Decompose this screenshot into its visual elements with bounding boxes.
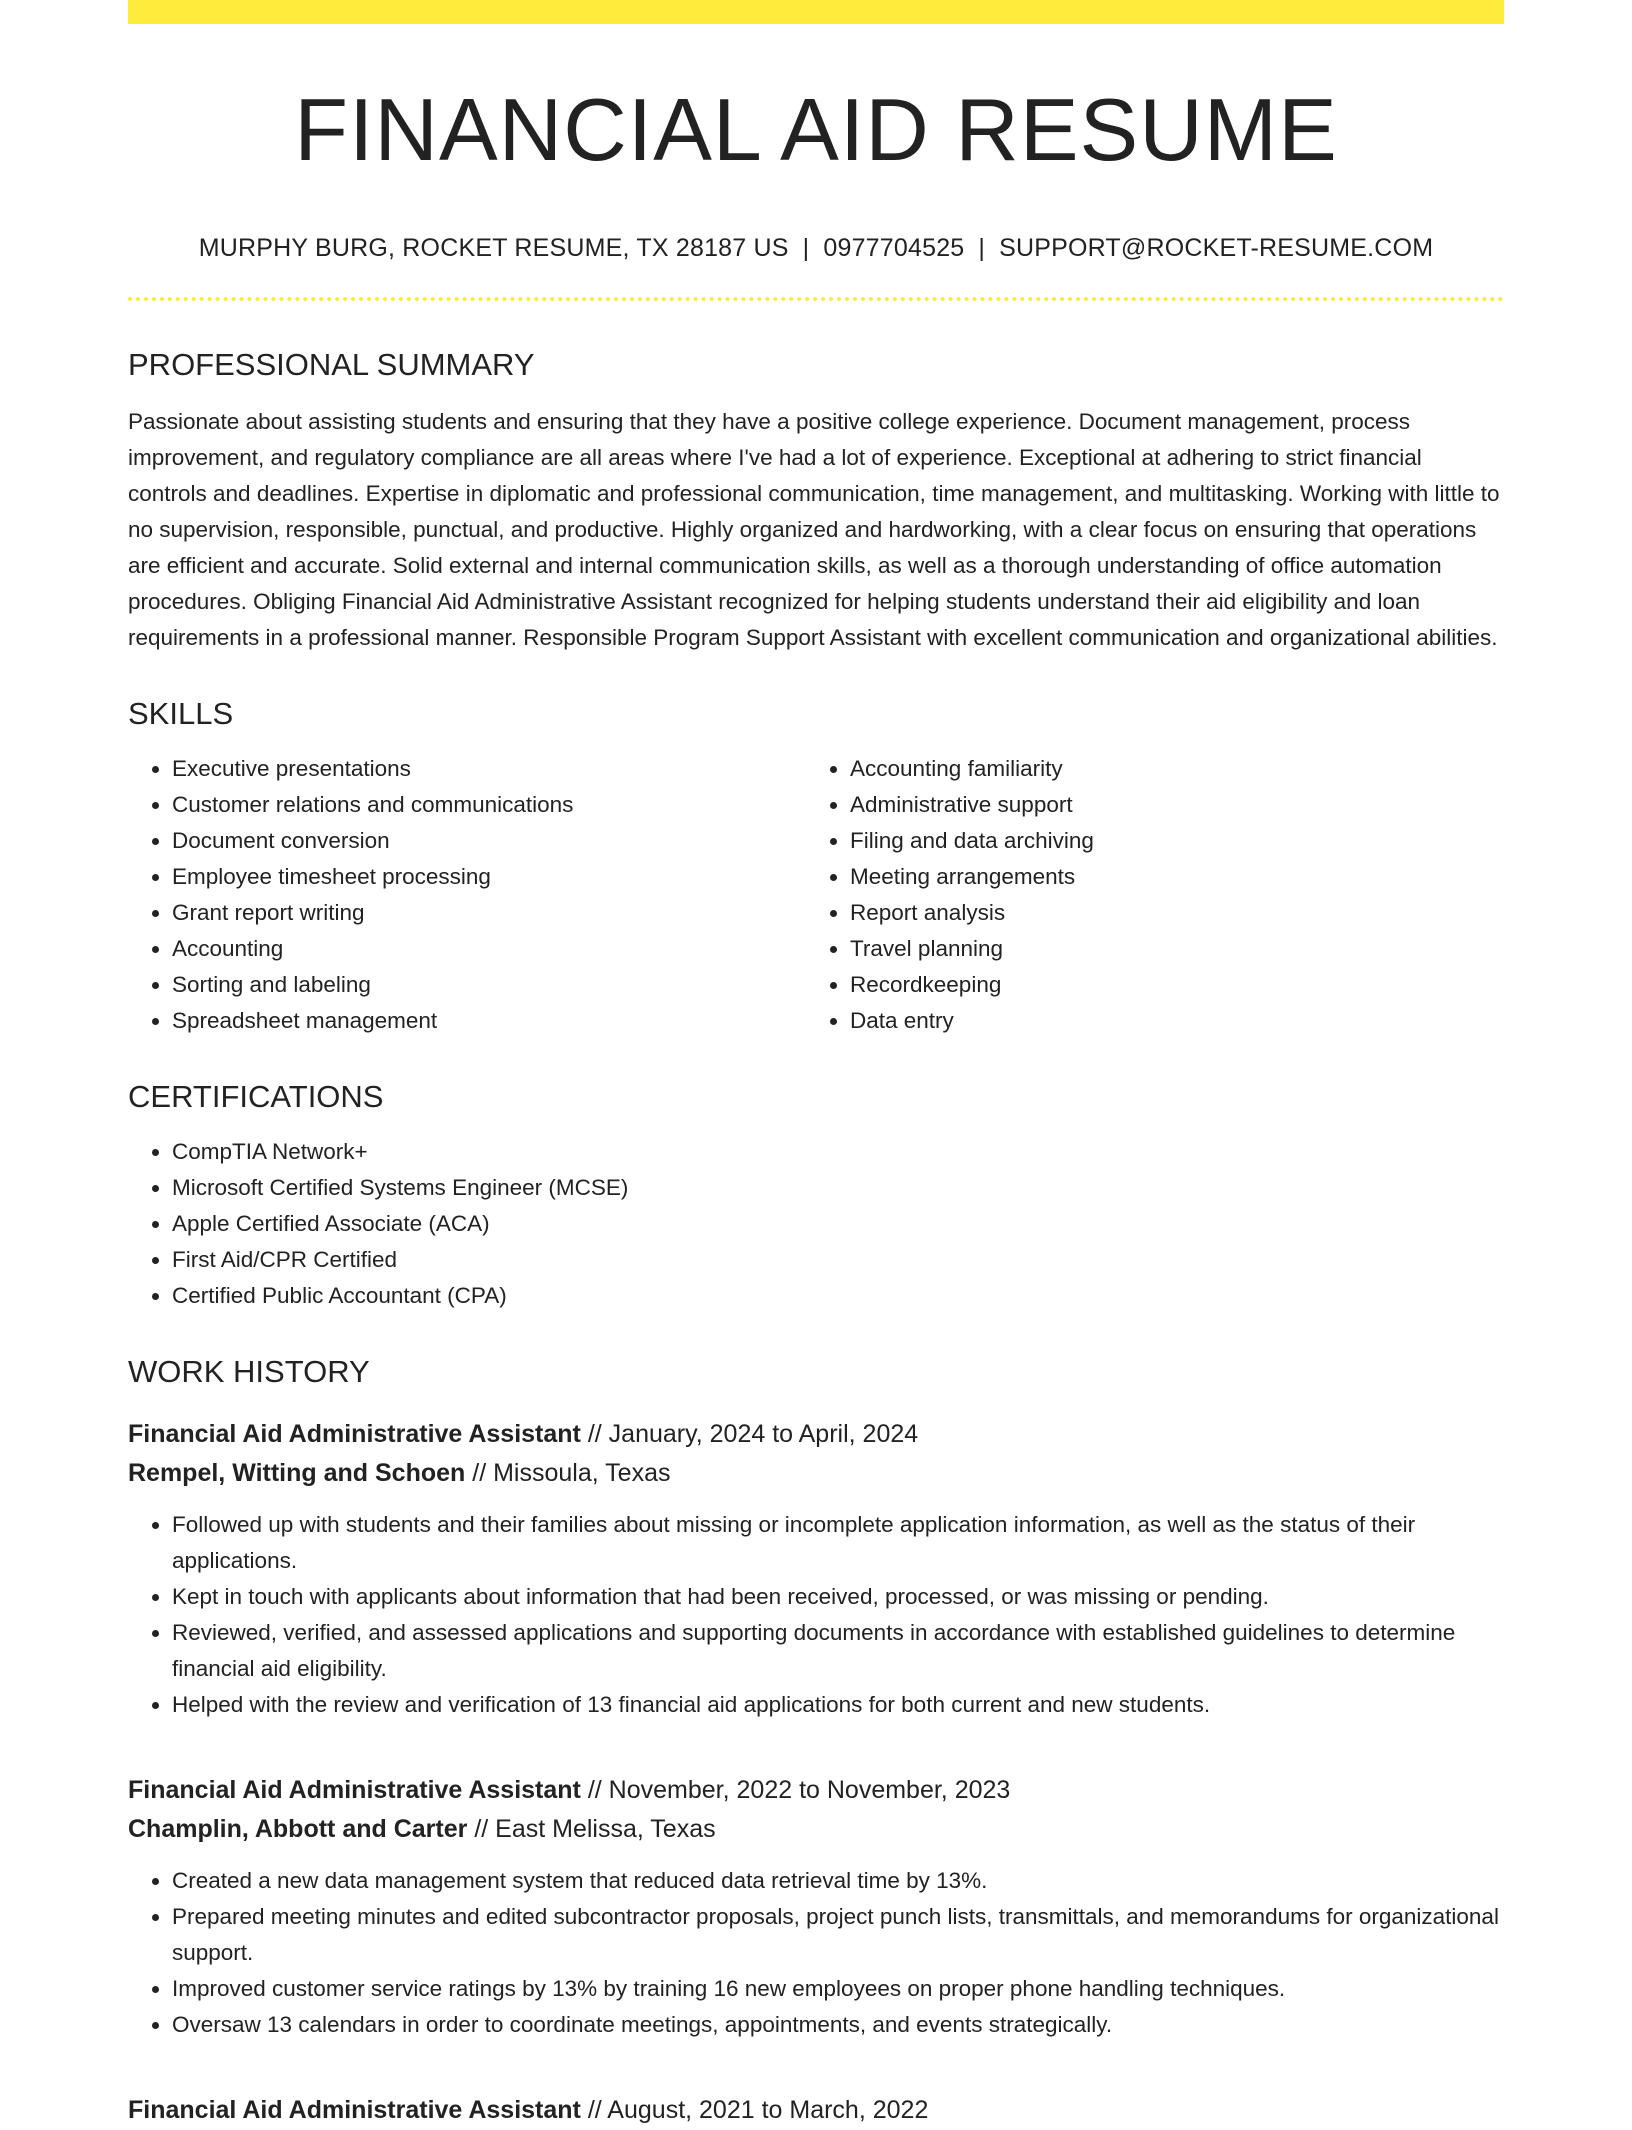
certification-item: • Apple Certified Associate (ACA) — [172, 1206, 1504, 1242]
job-entry — [128, 1415, 1504, 1723]
skill-item: • Filing and data archiving — [850, 823, 1484, 859]
certification-item: • First Aid/CPR Certified — [172, 1242, 1504, 1278]
job-title-line — [128, 2091, 1504, 2130]
dotted-divider — [128, 297, 1504, 301]
skills-column-right — [806, 751, 1484, 1039]
skill-item: • Accounting familiarity — [850, 751, 1484, 787]
contact-separator: | — [802, 234, 810, 262]
job-bullets — [128, 1507, 1504, 1723]
job-bullet: • Followed up with students and their families about missing or incomplete application information, as well as the status of their applications. — [172, 1507, 1504, 1579]
job-entry — [128, 2091, 1504, 2130]
job-bullet: • Oversaw 13 calendars in order to coordinate meetings, appointments, and events strategically. — [172, 2007, 1504, 2043]
job-dates: // August, 2021 to March, 2022 — [587, 2096, 929, 2124]
skill-item: • Sorting and labeling — [172, 967, 806, 1003]
skills-column-left — [128, 751, 806, 1039]
job-dates: // January, 2024 to April, 2024 — [587, 1420, 919, 1448]
resume-page — [128, 0, 1504, 2130]
job-bullet: • Kept in touch with applicants about information that had been received, processed, or was missing or pending. — [172, 1579, 1504, 1615]
job-company-line — [128, 1810, 1504, 1849]
job-title: Financial Aid Administrative Assistant — [128, 1420, 581, 1448]
job-bullet: • Created a new data management system that reduced data retrieval time by 13%. — [172, 1863, 1504, 1899]
job-bullet: • Prepared meeting minutes and edited subcontractor proposals, project punch lists, transmittals, and memorandums for organizational support. — [172, 1899, 1504, 1971]
job-bullet: • Reviewed, verified, and assessed applications and supporting documents in accordance with established guidelines to determine financial aid eligibility. — [172, 1615, 1504, 1687]
job-location: // East Melissa, Texas — [474, 1815, 716, 1843]
header-accent-bar — [128, 0, 1504, 24]
skill-item: • Grant report writing — [172, 895, 806, 931]
skill-item: • Administrative support — [850, 787, 1484, 823]
skill-item: • Accounting — [172, 931, 806, 967]
skill-item: • Spreadsheet management — [172, 1003, 806, 1039]
job-bullets — [128, 1863, 1504, 2043]
job-entry — [128, 1771, 1504, 2043]
job-title: Financial Aid Administrative Assistant — [128, 2096, 581, 2124]
contact-phone[interactable]: 0977704525 — [823, 234, 965, 262]
skill-item: • Report analysis — [850, 895, 1484, 931]
skills-heading: SKILLS — [128, 696, 234, 731]
job-bullet: • Improved customer service ratings by 13% by training 16 new employees on proper phone handling techniques. — [172, 1971, 1504, 2007]
job-dates: // November, 2022 to November, 2023 — [587, 1776, 1011, 1804]
job-bullet: • Helped with the review and verification of 13 financial aid applications for both current and new students. — [172, 1687, 1504, 1723]
certification-item: • Microsoft Certified Systems Engineer (MCSE) — [172, 1170, 1504, 1206]
job-title: Financial Aid Administrative Assistant — [128, 1776, 581, 1804]
certification-item: • CompTIA Network+ — [172, 1134, 1504, 1170]
certifications-heading: CERTIFICATIONS — [128, 1079, 384, 1114]
certification-item: • Certified Public Accountant (CPA) — [172, 1278, 1504, 1314]
skills-list — [128, 751, 1504, 1039]
skill-item: • Employee timesheet processing — [172, 859, 806, 895]
job-company: Rempel, Witting and Schoen — [128, 1459, 466, 1487]
skill-item: • Travel planning — [850, 931, 1484, 967]
job-company: Champlin, Abbott and Carter — [128, 1815, 468, 1843]
contact-email[interactable]: SUPPORT@ROCKET-RESUME.COM — [999, 234, 1434, 262]
skill-item: • Document conversion — [172, 823, 806, 859]
resume-title: FINANCIAL AID RESUME — [294, 80, 1338, 179]
summary-heading: PROFESSIONAL SUMMARY — [128, 347, 535, 382]
summary-text: Passionate about assisting students and ensuring that they have a positive college experience. Document management, process improvement, and regulatory compliance are all areas where I've had a lot of experience. Exceptional at adhering to strict financial controls and deadlines. Expertise in diplomatic and professional communication, time management, and multitasking. Working with little to no supervision, responsible, punctual, and productive. Highly organized and hardworking, with a clear focus on ensuring that operations are efficient and accurate. Solid external and internal communication skills, as well as a thorough understanding of office automation procedures. Obliging Financial Aid Administrative Assistant recognized for helping students understand their aid eligibility and loan requirements in a professional manner. Responsible Program Support Assistant with excellent communication and organizational abilities. — [128, 409, 1500, 650]
contact-line — [128, 236, 1504, 261]
certifications-list — [128, 1134, 1504, 1314]
work-history-heading: WORK HISTORY — [128, 1354, 370, 1389]
contact-address: MURPHY BURG, ROCKET RESUME, TX 28187 US — [198, 234, 789, 262]
job-title-line — [128, 1771, 1504, 1810]
job-location: // Missoula, Texas — [472, 1459, 671, 1487]
skill-item: • Executive presentations — [172, 751, 806, 787]
skill-item: • Meeting arrangements — [850, 859, 1484, 895]
contact-separator: | — [978, 234, 986, 262]
skill-item: • Customer relations and communications — [172, 787, 806, 823]
skill-item: • Data entry — [850, 1003, 1484, 1039]
job-title-line — [128, 1415, 1504, 1454]
skill-item: • Recordkeeping — [850, 967, 1484, 1003]
job-company-line — [128, 1454, 1504, 1493]
